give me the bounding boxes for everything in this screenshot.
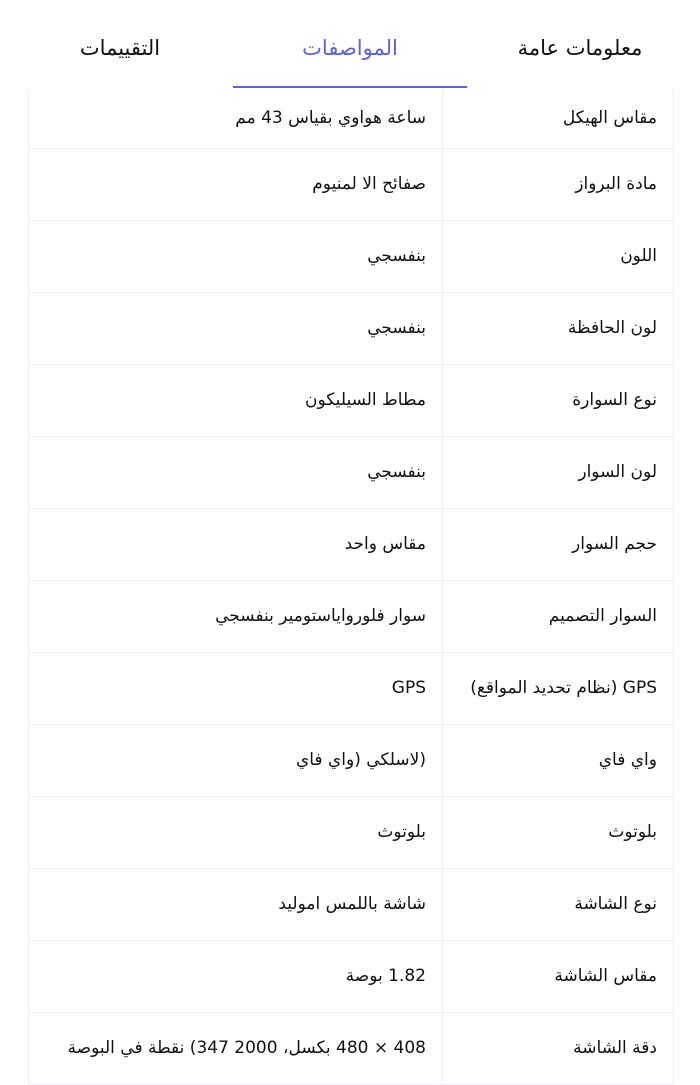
- spec-row: [29, 509, 673, 581]
- tab-specifications[interactable]: المواصفات: [302, 36, 398, 60]
- spec-row: [29, 797, 673, 869]
- spec-row: [29, 221, 673, 293]
- spec-row: [29, 581, 673, 653]
- spec-value: صفائح الا لمنيوم: [312, 174, 426, 194]
- spec-key: دقة الشاشة: [442, 1013, 673, 1084]
- spec-value: GPS: [391, 678, 426, 698]
- spec-key: حجم السوار: [442, 509, 673, 580]
- spec-value: بنفسجي: [367, 462, 426, 482]
- spec-key: نوع الشاشة: [442, 869, 673, 940]
- tab-bar: [0, 0, 700, 90]
- spec-row: [29, 293, 673, 365]
- spec-row: [29, 1013, 673, 1085]
- spec-row: [29, 437, 673, 509]
- spec-key: السوار التصميم: [442, 581, 673, 652]
- spec-value: 1.82 بوصة: [345, 966, 426, 986]
- spec-row: [29, 725, 673, 797]
- specs-table: [28, 89, 674, 1085]
- spec-value: سوار فلورواياستومير بنفسجي: [215, 606, 426, 626]
- spec-key: مادة البرواز: [442, 149, 673, 220]
- spec-value: بنفسجي: [367, 246, 426, 266]
- spec-value: (لاسلكي (واي فاي: [295, 750, 426, 770]
- tab-reviews[interactable]: التقييمات: [79, 36, 161, 60]
- spec-key: مقاس الهيكل: [442, 89, 673, 148]
- spec-key: لون السوار: [442, 437, 673, 508]
- spec-value: شاشة باللمس امولید: [278, 894, 426, 914]
- spec-row: [29, 869, 673, 941]
- spec-key: واي فاي: [442, 725, 673, 796]
- spec-value: بنفسجي: [367, 318, 426, 338]
- spec-value: مقاس واحد: [344, 534, 426, 554]
- spec-key: بلوتوث: [442, 797, 673, 868]
- spec-row: [29, 653, 673, 725]
- tab-general-info[interactable]: معلومات عامة: [517, 36, 643, 60]
- spec-value: بلوتوث: [377, 822, 426, 842]
- spec-key: نوع السوارة: [442, 365, 673, 436]
- spec-value: 408 × 480 بكسل، 2000 347) نقطة في البوصة: [67, 1038, 426, 1058]
- spec-key: GPS (نظام تحديد المواقع): [442, 653, 673, 724]
- spec-row: [29, 365, 673, 437]
- spec-key: اللون: [442, 221, 673, 292]
- spec-key: لون الحافظة: [442, 293, 673, 364]
- spec-row: [29, 149, 673, 221]
- spec-row: [29, 941, 673, 1013]
- active-tab-indicator: [233, 86, 467, 88]
- spec-key: مقاس الشاشة: [442, 941, 673, 1012]
- spec-value: ساعة هواوي بقياس 43 مم: [235, 108, 426, 128]
- spec-value: مطاط السيليكون: [305, 390, 426, 410]
- spec-row: [29, 89, 673, 149]
